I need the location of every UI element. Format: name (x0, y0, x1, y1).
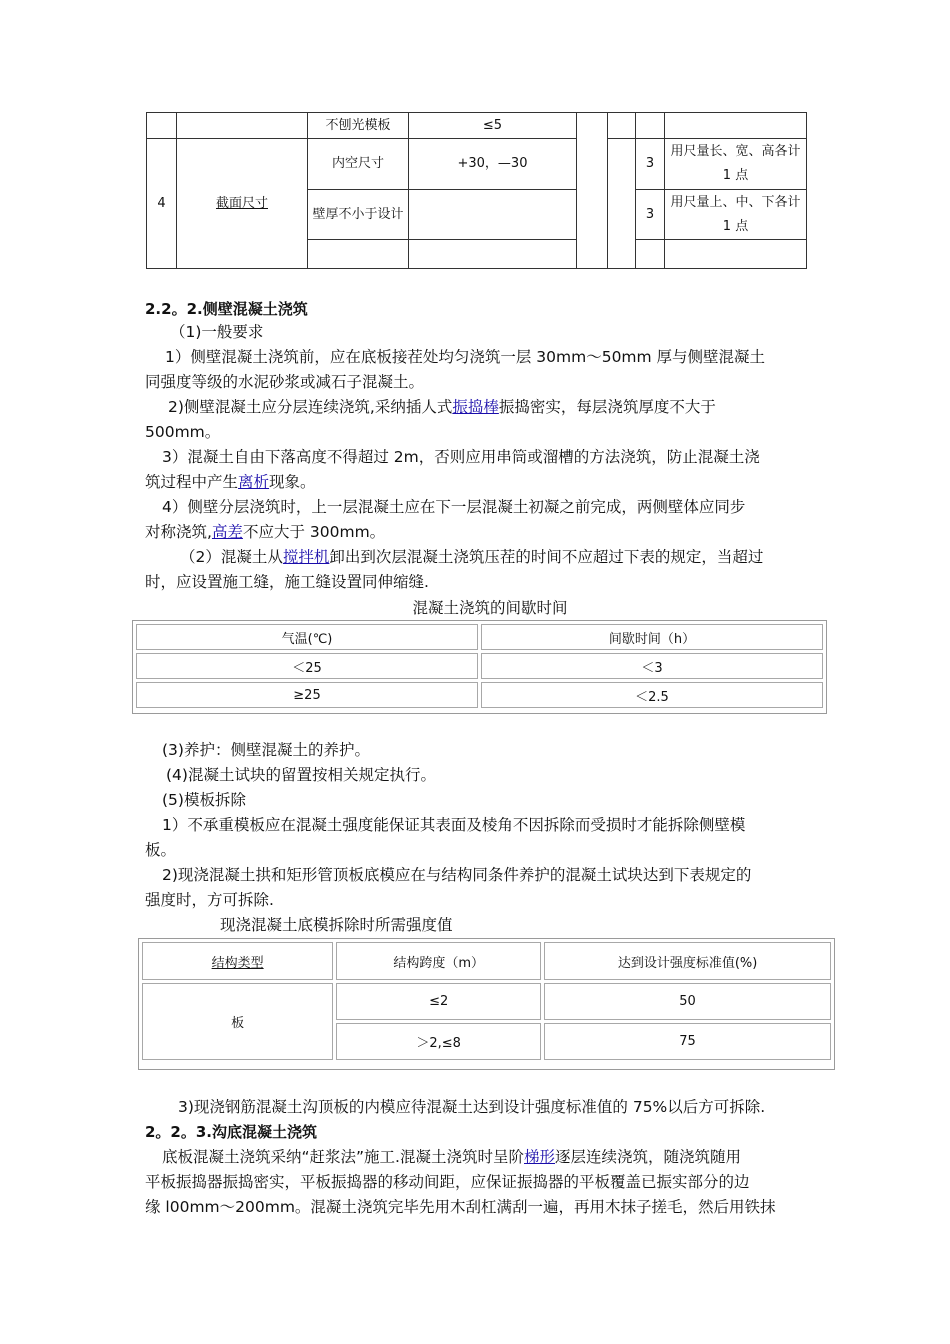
link-segregation[interactable]: 离析 (238, 473, 270, 491)
cell (577, 113, 608, 269)
paragraph: 2)现浇混凝土拱和矩形管顶板底模应在与结构同条件养护的混凝土试块达到下表规定的 (162, 866, 752, 884)
cell-count: 3 (636, 139, 665, 190)
section-heading: 2。2。3.沟底混凝土浇筑 (145, 1123, 318, 1141)
cell (665, 240, 807, 269)
cell-value (409, 190, 577, 240)
cell (308, 240, 409, 269)
text: 现象。 (269, 473, 316, 491)
interval-table (132, 620, 827, 714)
text: 2)侧壁混凝土应分层连续浇筑,采纳插人式 (168, 398, 453, 416)
paragraph (168, 395, 716, 420)
link-stepped[interactable]: 梯形 (524, 1148, 556, 1166)
text: 逐层连续浇筑，随浇筑随用 (555, 1148, 742, 1166)
paragraph (145, 520, 385, 545)
paragraph: 3）混凝土自由下落高度不得超过 2m，否则应用串筒或溜槽的方法浇筑，防止混凝土浇 (162, 448, 760, 466)
table-caption: 现浇混凝土底模拆除时所需强度值 (220, 916, 453, 934)
cell-category (177, 139, 308, 269)
text: 卸出到次层混凝土浇筑压茬的时间不应超过下表的规定，当超过 (329, 548, 764, 566)
cell (177, 113, 308, 139)
paragraph: 平板振捣器振捣密实，平板振捣器的移动间距，应保证振捣器的平板覆盖已振实部分的边 (145, 1173, 750, 1191)
cell-value: ≤5 (409, 113, 577, 139)
link-height-difference[interactable]: 高差 (211, 523, 243, 541)
paragraph: 500mm。 (145, 423, 221, 441)
cell: 75 (544, 1023, 831, 1060)
cell-count: 3 (636, 190, 665, 240)
cell-item: 不刨光模板 (308, 113, 409, 139)
header-cell: 气温(℃) (136, 624, 478, 650)
link-mixer[interactable]: 搅拌机 (282, 548, 330, 566)
cell: ≤2 (336, 983, 541, 1020)
header-cell: 间歇时间（h） (481, 624, 823, 650)
cell (409, 240, 577, 269)
cell: ＞2,≤8 (336, 1023, 541, 1060)
cell-item: 壁厚不小于设计 (308, 190, 409, 240)
section-heading: 2.2。2.侧壁混凝土浇筑 (145, 300, 308, 318)
cell (636, 113, 665, 139)
paragraph: (4)混凝土试块的留置按相关规定执行。 (166, 766, 436, 784)
paragraph: （1)一般要求 (170, 323, 264, 341)
cell (665, 113, 807, 139)
header-structure-type: 结构类型 (211, 955, 264, 971)
paragraph: 4）侧壁分层浇筑时，上一层混凝土应在下一层混凝土初凝之前完成，两侧壁体应同步 (162, 498, 746, 516)
text: 振捣密实，每层浇筑厚度不大于 (498, 398, 716, 416)
paragraph (162, 1145, 741, 1170)
table-caption: 混凝土浇筑的间歇时间 (412, 599, 568, 617)
paragraph: (5)模板拆除 (162, 791, 246, 809)
header-cell: 结构跨度（m） (336, 942, 541, 980)
category-label: 截面尺寸 (215, 195, 268, 211)
paragraph: 强度时，方可拆除. (145, 891, 274, 909)
header-cell: 达到设计强度标准值(%) (544, 942, 831, 980)
text: 底板混凝土浇筑采纳“赶浆法”施工.混凝土浇筑时呈阶 (162, 1148, 524, 1166)
cell: ≥25 (136, 682, 478, 708)
cell-item: 内空尺寸 (308, 139, 409, 190)
text: 筑过程中产生 (145, 473, 239, 491)
header-cell (142, 942, 333, 980)
cell-method: 用尺量长、宽、高各计 1 点 (665, 139, 807, 190)
tolerance-table (146, 112, 807, 269)
cell (636, 240, 665, 269)
link-vibrator[interactable]: 振捣棒 (452, 398, 499, 416)
paragraph: 板。 (145, 841, 177, 859)
strength-table (138, 938, 835, 1070)
cell: ＜3 (481, 653, 823, 679)
cell: ＜25 (136, 653, 478, 679)
paragraph: (3)养护：侧壁混凝土的养护。 (162, 741, 370, 759)
cell (147, 113, 177, 139)
paragraph: 缘 l00mm～200mm。混凝土浇筑完毕先用木刮杠满刮一遍，再用木抹子搓毛，然后用铁抹 (145, 1198, 776, 1216)
cell-method: 用尺量上、中、下各计 1 点 (665, 190, 807, 240)
text: 对称浇筑, (145, 523, 212, 541)
cell-type: 板 (142, 983, 333, 1060)
paragraph (180, 545, 763, 570)
cell (608, 113, 636, 139)
paragraph: 1）不承重模板应在混凝土强度能保证其表面及棱角不因拆除而受损时才能拆除侧壁模 (162, 816, 746, 834)
cell (608, 139, 636, 269)
paragraph: 1）侧壁混凝土浇筑前，应在底板接茬处均匀浇筑一层 30mm～50mm 厚与侧壁混凝土 (165, 348, 766, 366)
cell-value: +30，—30 (409, 139, 577, 190)
cell-no: 4 (147, 139, 177, 269)
paragraph: 同强度等级的水泥砂浆或减石子混凝土。 (145, 373, 425, 391)
text: 不应大于 300mm。 (242, 523, 386, 541)
text: （2）混凝土从 (180, 548, 283, 566)
paragraph (145, 470, 316, 495)
paragraph: 时，应设置施工缝，施工缝设置同伸缩缝. (145, 573, 429, 591)
paragraph: 3)现浇钢筋混凝土沟顶板的内模应待混凝土达到设计强度标准值的 75%以后方可拆除. (178, 1098, 766, 1116)
cell: 50 (544, 983, 831, 1020)
cell: ＜2.5 (481, 682, 823, 708)
